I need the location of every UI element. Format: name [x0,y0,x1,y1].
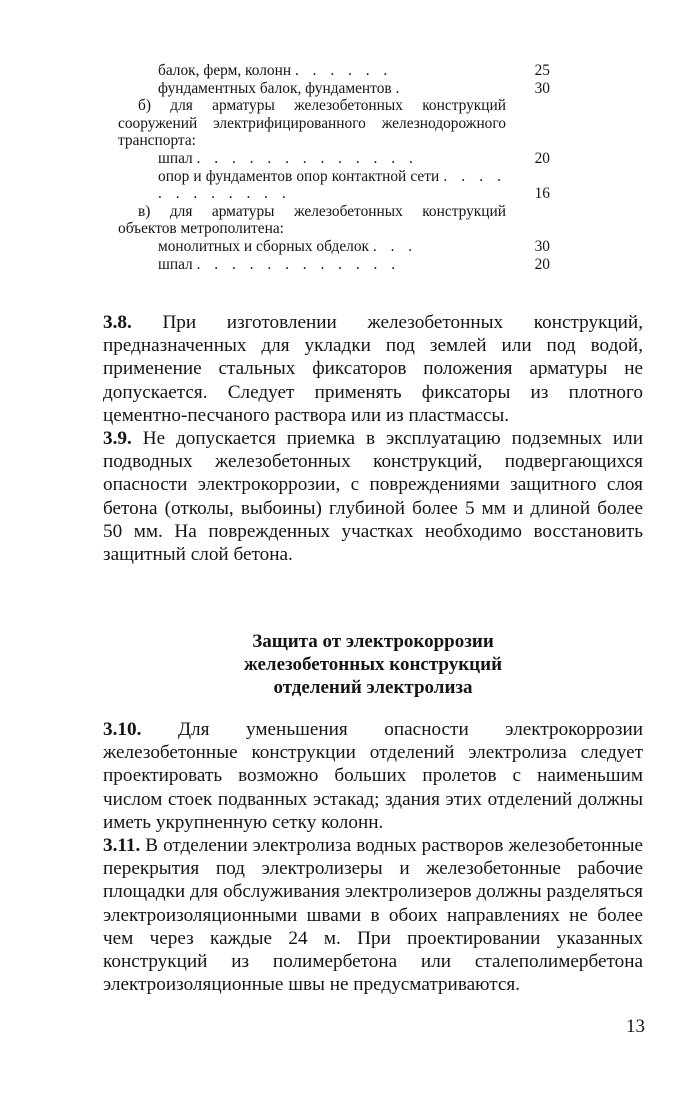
paragraph-number: 3.11. [103,835,141,857]
row-label: в) для арматуры железобетонных конструкций объектов метрополитена: [118,202,506,238]
heading-line: железобетонных конструкций [243,654,503,675]
row-label: фундаментных балок, фундаментов [158,79,392,97]
paragraph-text: В отделении электролиза водных растворов железобетонные перекрытия под электролизеры и железобетонные рабочие площадки для обслуживания электролизеров должны разделяться электроизоляционными швами в обоих направлениях не более чем через каждые 24 м. При проектировании указанных конструкций из полимербетона или сталеполимербетона электроизоляционные швы не предусматриваются. [103,835,643,996]
leader-dots: . . . . . . [294,62,393,79]
paragraph-3-8 [103,311,643,427]
paragraph-text: Для уменьшения опасности электрокоррозии железобетонные конструкции отделений электролиза следует проектировать возможно больших пролетов с наименьшим числом стоек подванных эстакад; здания этих отделений должны иметь укрупненную сетку колонн. [103,719,643,833]
table-row [118,80,550,98]
row-value: 20 [534,149,550,167]
row-value: 25 [534,62,550,79]
table-row [118,168,550,203]
paragraph-number: 3.9. [103,428,132,450]
row-label: монолитных и сборных обделок [158,237,370,255]
table-row [118,150,550,168]
leader-dots: . . . [372,237,418,255]
leader-dots: . [395,79,405,97]
table-row [118,238,550,256]
table-row [118,97,550,150]
paragraph-3-9 [103,427,643,566]
paragraph-text: Не допускается приемка в эксплуатацию подземных или подводных железобетонных конструкций, подвергающихся опасности электрокоррозии, с повреждениями защитного слоя бетона (отколы, выбоины) глубиной более 5 мм и длиной более 50 мм. На поврежденных участках необходимо восстановить защитный слой бетона. [103,428,644,566]
row-label: б) для арматуры железобетонных конструкций сооружений электрифицированного железнодорожного транспорта: [118,97,506,150]
table-row [118,256,550,274]
page-number: 13 [626,1016,645,1037]
paragraph-number: 3.8. [103,312,132,333]
heading-line: Защита от электрокоррозии [252,631,494,652]
heading-line: отделений электролиза [273,677,473,698]
paragraph-text: При изготовлении железобетонных конструкций, предназначенных для укладки под землей или под водой, применение стальных фиксаторов положения арматуры не допускается. Следует применять фиксаторы из плотного цементно-песчаного раствора или из пластмассы. [103,312,643,426]
leader-dots: . . . . . . . . . . . . [158,167,506,203]
row-label: опор и фундаментов опор контактной сети [158,167,440,185]
paragraph-3-10 [103,718,643,834]
row-label: шпал [158,255,193,273]
section-heading [103,630,643,699]
table-row [118,203,550,238]
row-label: балок, ферм, колонн [158,62,292,79]
row-value: 30 [534,237,550,255]
row-value: 16 [534,185,550,203]
row-label: шпал [158,149,193,167]
requirements-table [118,62,550,273]
row-value: 20 [534,255,550,273]
paragraph-3-11 [103,834,643,996]
leader-dots: . . . . . . . . . . . . . [196,149,418,167]
section-body-1 [103,311,643,566]
table-row [118,62,550,80]
row-value: 30 [534,79,550,97]
leader-dots: . . . . . . . . . . . . [196,255,401,273]
paragraph-number: 3.10. [103,719,142,740]
section-body-2 [103,718,643,996]
